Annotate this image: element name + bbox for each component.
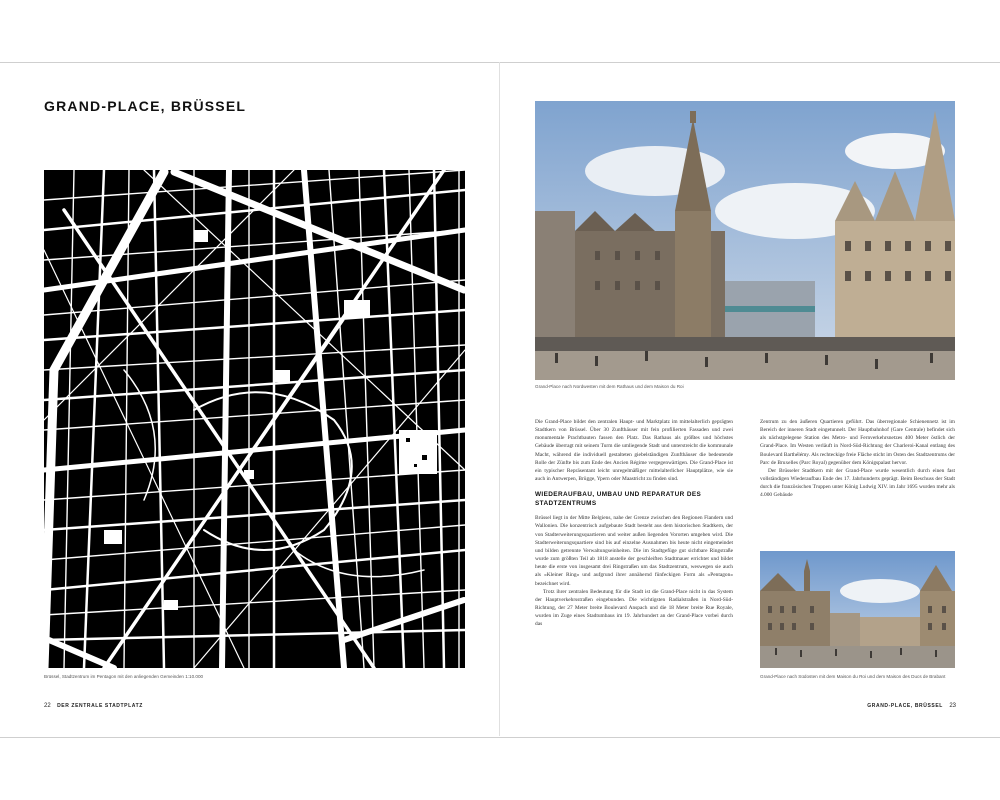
section-heading: WIEDERAUFBAU, UMBAU UND REPARATUR DES STADTZENTRUMS bbox=[535, 491, 702, 508]
photo-grand-place-northwest bbox=[535, 101, 955, 380]
paragraph: Trotz ihrer zentralen Bedeutung für die Stadt ist die Grand-Place nicht in das System der Hauptverkehrsstraßen eingebunden. Die wichtigsten Radialstraßen in Nord-Süd-Richtung, der 27 Meter breite Boulevard Anspach und die 18 Meter breite Rue Royale, wurden im Zuge eines Stadtumbaus im 19. Jahrhundert an der Grand-Place vorbei durch das bbox=[535, 588, 733, 628]
page-number: 22 bbox=[44, 703, 51, 709]
page-title: GRAND-PLACE, BRÜSSEL bbox=[44, 98, 247, 114]
paragraph: Brüssel liegt in der Mitte Belgiens, nahe der Grenze zwischen den Regionen Flandern und Wallonien. Die konzentrisch aufgebaute Stadt besteht aus dem historischen Stadtkern, der von Stadterweiterungsquartieren und weiter außen liegenden Vororten umgeben wird. Die Stadterweiterungsquartiere sind bis auf einzelne Ausnahmen bis heute nicht eingemeindet und bilden getrennte Verwaltungseinheiten. Die im Stadtgefüge gut sichtbare Ringstraße wurde zum größten Teil ab 1818 anstelle der geschleiften Stadtmauer errichtet und bildet heute die erste von insgesamt drei Ringstraßen um das Stadtzentrum, weswegen sie auch als »Kleiner Ring« und aufgrund ihrer annähernd fünfeckigen Form als »Pentagon« bezeichnet wird. bbox=[535, 515, 733, 587]
paragraph: Der Brüsseler Stadtkern mit der Grand-Place wurde wesentlich durch einen fast vollständigen Wiederaufbau Ende des 17. Jahrhunderts geprägt. Beim Beschuss der Stadt durch die französischen Truppen unter König Ludwig XIV. im Jahr 1695 wurden mehr als 4.000 Gebäude bbox=[760, 467, 955, 499]
text-column-1 bbox=[535, 418, 733, 628]
left-footer bbox=[44, 703, 143, 709]
paragraph: Die Grand-Place bildet den zentralen Haupt- und Marktplatz im mittelalterlich geprägten Stadtkern von Brüssel. Über 30 Zunfthäuser mit fein profilierten Fassaden und zwei monumentale Prachtbauten fassen den Platz. Das Rathaus als größtes und höchstes Gebäude überragt mit seinem Turm die umliegende Stadt und unterstreicht die kommunale Macht, während die individuell gestalteten giebelständigen Zunfthäuser die bedeutende Rolle der Zünfte bis zum Ende des Ancien Régime vergegenwärtigen. Die Grand-Place ist ein typischer Repräsentant leicht unregelmäßiger mittelalterlicher Hauptplätze, wie sie auch in Antwerpen, Brügge, Ypern oder Maastricht zu finden sind. bbox=[535, 419, 733, 483]
page-gutter bbox=[499, 62, 500, 736]
text-column-2 bbox=[760, 418, 955, 500]
photo1-caption: Grand-Place nach Nordwesten mit dem Rathaus und dem Maison du Roi bbox=[535, 384, 684, 389]
running-head: GRAND-PLACE, BRÜSSEL bbox=[867, 703, 943, 709]
photo-grand-place-southeast bbox=[760, 551, 955, 668]
figure-ground-map bbox=[44, 170, 465, 668]
right-footer bbox=[867, 703, 956, 709]
photo2-caption: Grand-Place nach Südosten mit dem Maison du Roi und dem Maison des Ducs de Brabant bbox=[760, 674, 946, 679]
paragraph: Zentrum zu den äußeren Quartieren geführt. Das überregionale Schienennetz ist im Bereich der inneren Stadt eingetunnelt. Der Hauptbahnhof (Gare Centrale) befindet sich als nächstgelegene Station des Metro- und Fernverkehrsnetzes 400 Meter östlich der Grand-Place. Im Westen verläuft in Nord-Süd-Richtung der Charleroi-Kanal entlang des Boulevard Barthélémy. Als rechteckige freie Fläche sticht im Osten des Stadtzentrums der Parc de Bruxelles (Parc Royal) gegenüber dem Königspalast hervor. bbox=[760, 419, 955, 466]
map-caption: Brüssel, Stadtzentrum im Pentagon mit den anliegenden Gemeinden 1:10.000 bbox=[44, 674, 204, 679]
running-head: DER ZENTRALE STADTPLATZ bbox=[57, 703, 143, 709]
page-number: 23 bbox=[949, 703, 956, 709]
